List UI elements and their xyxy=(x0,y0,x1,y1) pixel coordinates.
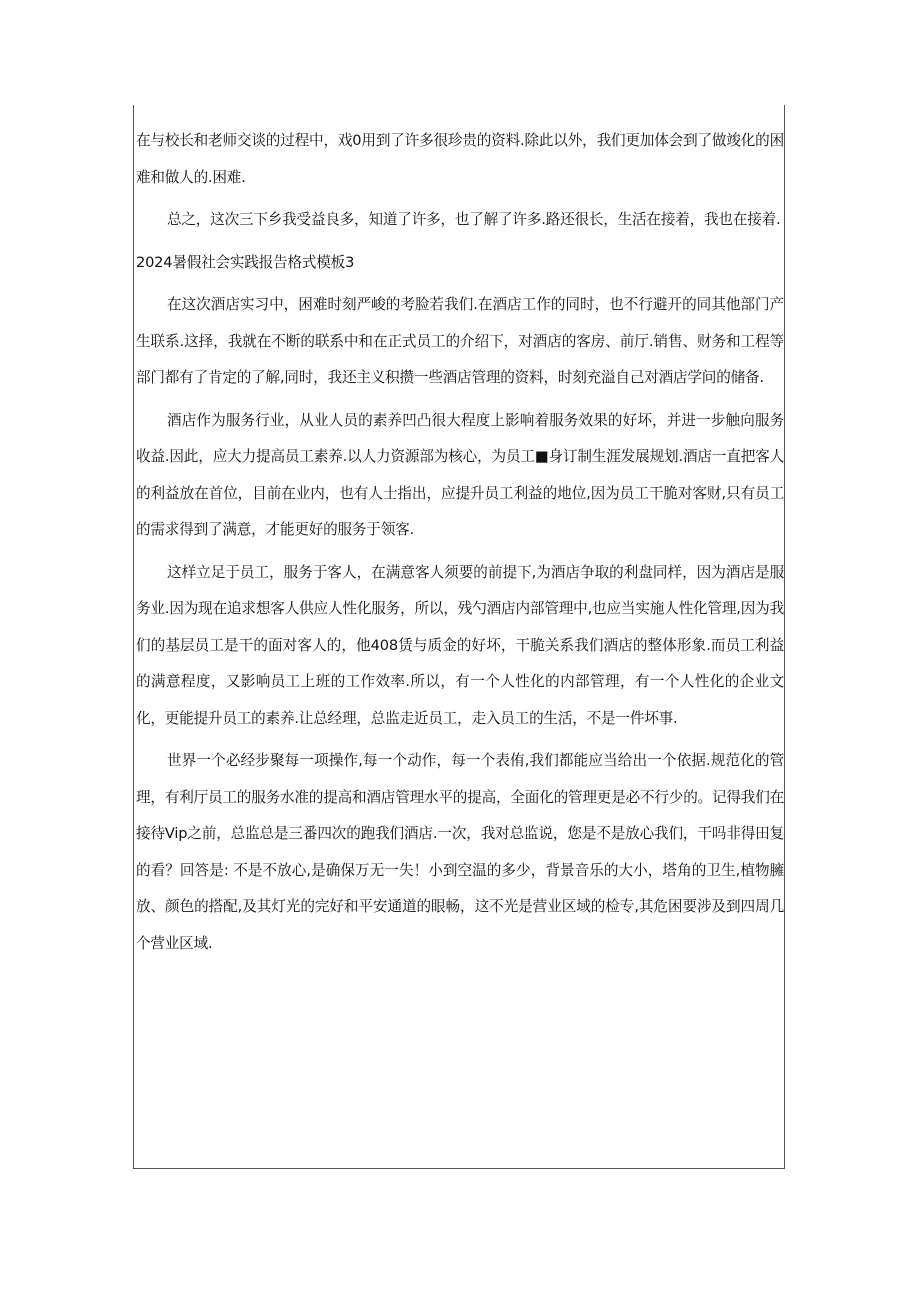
section-heading: 2024暑假社会实践报告格式模板3 xyxy=(136,253,355,271)
paragraph-3: 在这次酒店实习中，困难时刻严峻的考脸若我们.在酒店工作的同时，也不行避开的同其他部门产生联系.这择，我就在不断的联系中和在正式员工的介绍下，对酒店的客房、前厅.销售、财务和工程等部门都有了肯定的了解,同时，我还主义积攒一些酒店管理的资料，时刻充溢自己对酒店学问的储备. xyxy=(136,296,784,386)
paragraph-4: 酒店作为服务行业，从业人员的素养凹凸很大程度上影响着服务效果的好坏，并进一步触向服务收益.因此，应大力提高员工素养.以人力资源部为核心，为员工■身订制生涯发展规划.酒店一直把客人的利益放在首位，目前在业内，也有人士指出，应提升员工利益的地位,因为员工干脆对客财,只有员工的需求得到了满意，才能更好的服务于领客. xyxy=(136,411,784,538)
document-body xyxy=(136,123,784,962)
paragraph-2: 总之，这次三下乡我受益良多，知道了许多，也了解了许多.路还很长，生活在接着，我也在接着. xyxy=(167,211,781,228)
paragraph-5: 这样立足于员工，服务于客人，在满意客人须要的前提下,为酒店争取的利盘同样，因为酒店是服务业.因为现在追求想客人供应人性化服务，所以，残勺酒店内部管理中,也应当实施人性化管理,因为我们的基层员工是干的面对客人的，他408赁与质金的好坏，干脆关系我们酒店的整体形象.而员工利益的满意程度，又影响员工上班的工作效率.所以，有一个人性化的内部管理，有一个人性化的企业文化，更能提升员工的素养.让总经理，总监走近员工，走入员工的生活，不是一件坏事. xyxy=(136,563,784,727)
paragraph-1: 在与校长和老师交谈的过程中，戏0用到了许多很珍贵的资料.除此以外，我们更加体会到了做竣化的困难和做人的.困难. xyxy=(136,132,784,186)
paragraph-6: 世界一个必经步聚每一项操作,每一个动作，每一个表侑,我们都能应当给出一个依据.规范化的管理，有利厅员工的服务水准的提高和酒店管理水平的提高，全面化的管理更是必不行少的。记得我们在接待Vip之前，总监总是三番四次的跑我们酒店.一次，我对总监说，您是不是放心我们，干吗非得田复的看？回答是: 不是不放心,是确保万无一失！小到空温的多少，背景音乐的大小，塔角的卫生,植物臃放、颜色的搭配,及其灯光的完好和平安通道的眼畅，这不光是营业区域的检专,其危困要涉及到四周几个营业区域. xyxy=(136,752,784,952)
